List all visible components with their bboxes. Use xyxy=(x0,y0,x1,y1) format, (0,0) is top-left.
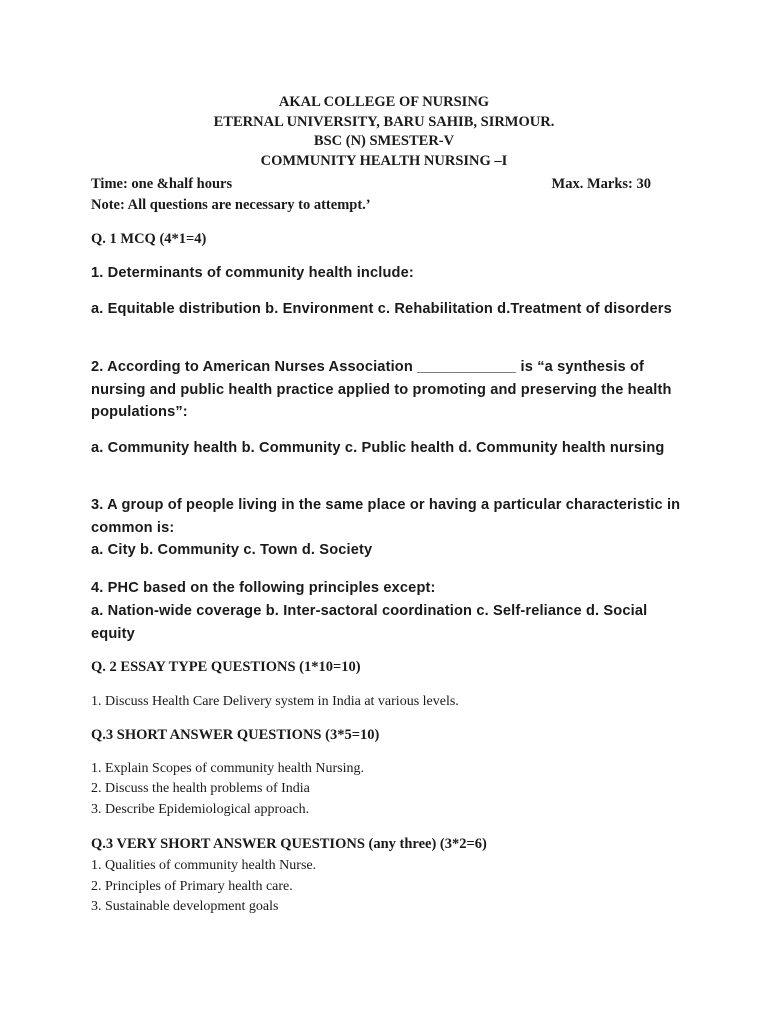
essay-question-1: 1. Discuss Health Care Delivery system in India at various levels. xyxy=(91,694,459,709)
exam-time: Time: one &half hours xyxy=(91,176,233,192)
program-semester: BSC (N) SMESTER-V xyxy=(313,133,455,149)
short-question-1: 1. Explain Scopes of community health Nursing. xyxy=(91,761,364,776)
course-title: COMMUNITY HEALTH NURSING –I xyxy=(260,152,508,169)
max-marks: Max. Marks: 30 xyxy=(551,176,651,192)
mcq-question-3: 3. A group of people living in the same place or having a particular characteristic in common is: xyxy=(91,497,681,536)
mcq-question-2: 2. According to American Nurses Association ____________ is “a synthesis of nursing and public health practice applied to promoting and preserving the health populations”: xyxy=(91,359,672,420)
q1-heading: Q. 1 MCQ (4*1=4) xyxy=(91,231,207,247)
short-question-3: 3. Describe Epidemiological approach. xyxy=(91,802,310,817)
mcq-options-2: a. Community health b. Community c. Public health d. Community health nursing xyxy=(91,440,665,456)
exam-header xyxy=(0,93,768,171)
very-short-question-3: 3. Sustainable development goals xyxy=(91,899,279,914)
mcq-options-1: a. Equitable distribution b. Environment c. Rehabilitation d.Treatment of disorders xyxy=(91,301,672,317)
mcq-question-4: 4. PHC based on the following principles except: xyxy=(91,580,436,596)
mcq-options-4: a. Nation-wide coverage b. Inter-sactoral coordination c. Self-reliance d. Social equity xyxy=(91,603,648,642)
q4-heading: Q.3 VERY SHORT ANSWER QUESTIONS (any three) (3*2=6) xyxy=(91,836,487,852)
mcq-options-3: a. City b. Community c. Town d. Society xyxy=(91,542,373,558)
very-short-question-1: 1. Qualities of community health Nurse. xyxy=(91,858,317,873)
very-short-question-2: 2. Principles of Primary health care. xyxy=(91,879,293,894)
q3-heading: Q.3 SHORT ANSWER QUESTIONS (3*5=10) xyxy=(91,727,380,743)
university-name: ETERNAL UNIVERSITY, BARU SAHIB, SIRMOUR. xyxy=(213,113,555,130)
college-name: AKAL COLLEGE OF NURSING xyxy=(278,94,490,110)
exam-info-row xyxy=(91,176,651,193)
q2-heading: Q. 2 ESSAY TYPE QUESTIONS (1*10=10) xyxy=(91,659,361,675)
mcq-question-1: 1. Determinants of community health include: xyxy=(91,265,414,281)
short-question-2: 2. Discuss the health problems of India xyxy=(91,781,310,796)
exam-note: Note: All questions are necessary to attempt.’ xyxy=(91,197,371,213)
